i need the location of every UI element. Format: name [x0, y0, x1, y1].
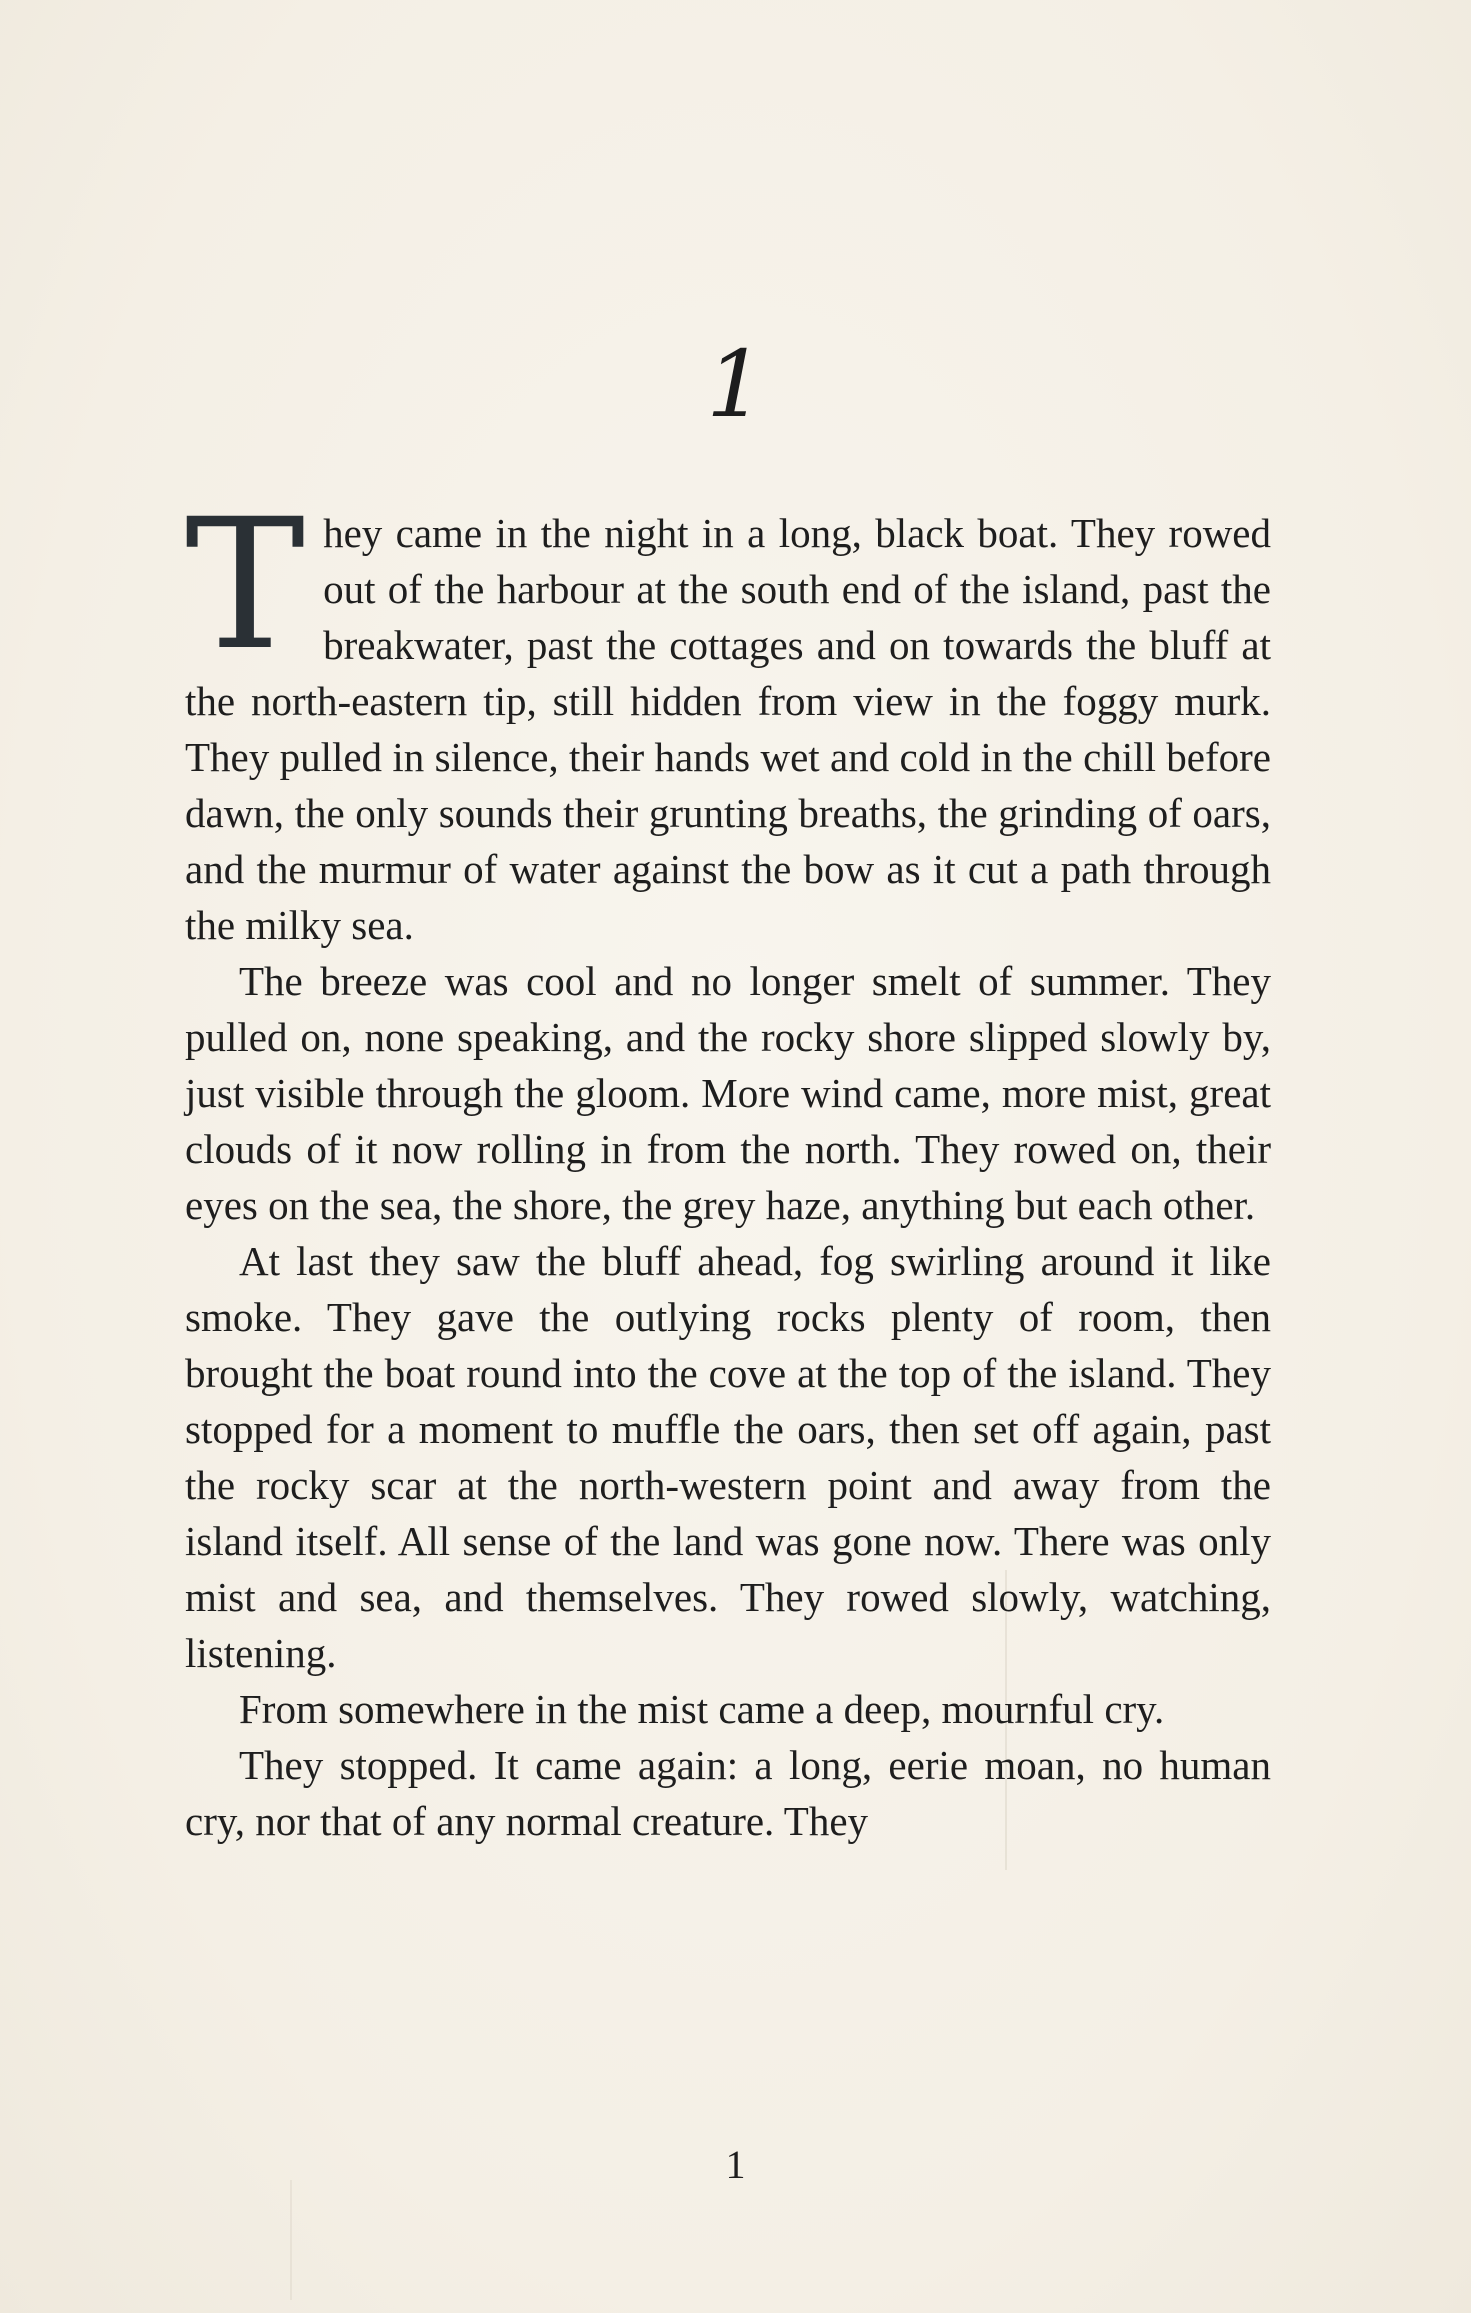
drop-cap: T — [185, 481, 306, 690]
paragraph — [185, 481, 1271, 953]
page-number: 1 — [725, 2142, 746, 2187]
paragraph-text: hey came in the night in a long, black boat. They rowed out of the harbour at the south end of the island, past the breakwater, past the cottages and on towards the bluff at the north-eastern tip, still hidden from view in the foggy murk. They pulled in silence, their hands wet and cold in the chill before dawn, the only sounds their grunting breaths, the grinding of oars, and the murmur of water against the bow as it cut a path through the milky sea. — [185, 510, 1271, 948]
paragraph: From somewhere in the mist came a deep, mournful cry. — [239, 1686, 1165, 1732]
paragraph: At last they saw the bluff ahead, fog swirling around it like smoke. They gave the outlying rocks plenty of room, then brought the boat round into the cove at the top of the island. They stopped for a moment to muffle the oars, then set off again, past the rocky scar at the north-western point and away from the island itself. All sense of the land was gone now. There was only mist and sea, and themselves. They rowed slowly, watching, listening. — [185, 1238, 1271, 1676]
chapter-number: 1 — [706, 331, 765, 438]
paragraph: The breeze was cool and no longer smelt of summer. They pulled on, none speaking, and the rocky shore slipped slowly by, just visible through the gloom. More wind came, more mist, great clouds of it now rolling in from the north. They rowed on, their eyes on the sea, the shore, the grey haze, anything but each other. — [185, 958, 1271, 1228]
scan-artifact — [290, 2180, 292, 2300]
paragraph: They stopped. It came again: a long, eerie moan, no human cry, nor that of any normal creature. They — [185, 1742, 1271, 1844]
chapter-text — [185, 481, 1271, 1849]
